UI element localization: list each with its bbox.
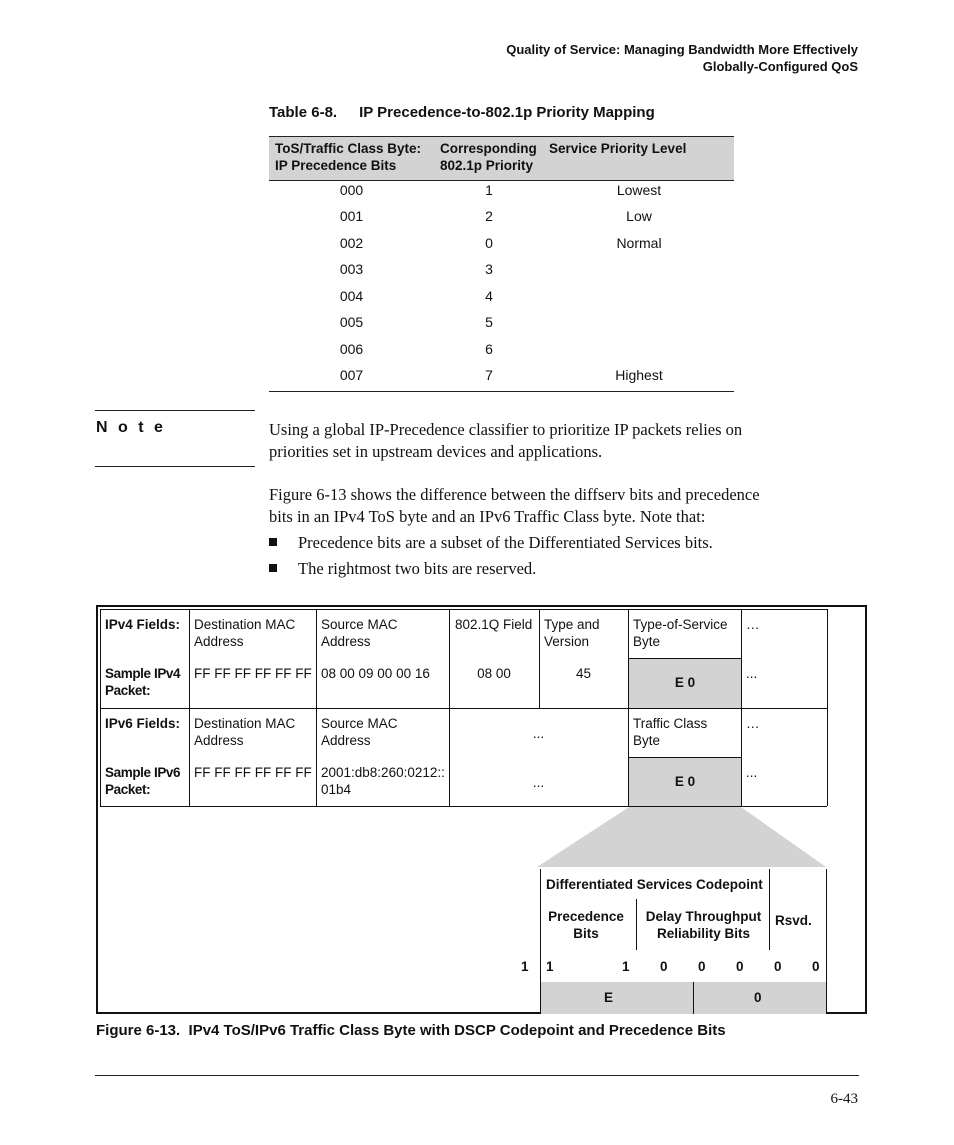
bullet-item: Precedence bits are a subset of the Differentiated Services bits.: [269, 533, 713, 553]
grid-line: [636, 899, 637, 950]
table-cell-level: Lowest: [616, 182, 662, 198]
grid-line: [189, 609, 190, 806]
table-cell-priority: 3: [485, 261, 493, 277]
bullet-square-icon: [269, 538, 277, 546]
ipv6-sample-dest: FF FF FF FF FF FF: [194, 765, 312, 780]
grid-line: [769, 869, 770, 950]
ipv4-sample-src: 08 00 09 00 00 16: [321, 666, 430, 681]
table-header-service-level: Service Priority Level: [549, 141, 687, 156]
body-paragraph: Figure 6-13 shows the difference between the diffserv bits and precedence bits in an IPv4 ToS byte and an IPv6 Traffic Class byte. Note that:: [269, 485, 760, 526]
table-header-row: [269, 137, 734, 181]
dscp-bit: 0: [774, 959, 782, 974]
page-number: 6-43: [830, 1091, 858, 1107]
dscp-bit: 0: [698, 959, 706, 974]
ipv6-sample-src: 2001:db8:260:0212:: 01b4: [321, 765, 445, 797]
table-caption: IP Precedence-to-802.1p Priority Mapping: [359, 104, 655, 121]
table-cell-bits: 004: [339, 288, 364, 304]
dscp-bit: 1: [521, 959, 529, 974]
table-cell-bits: 000: [339, 182, 364, 198]
note-top-rule: [95, 410, 255, 411]
dscp-reserved-label: Rsvd.: [775, 913, 812, 928]
dscp-bit: 0: [660, 959, 668, 974]
grid-line: [100, 609, 101, 806]
table-cell-priority: 2: [485, 208, 493, 224]
table-bottom-rule: [269, 391, 734, 392]
note-text: Using a global IP-Precedence classifier to prioritize IP packets relies on priorities set in upstream devices and applications.: [269, 420, 743, 461]
grid-line: [629, 757, 741, 758]
table-cell-bits: 002: [339, 235, 364, 251]
ipv6-traffic-class-header: Traffic Class Byte: [633, 716, 708, 748]
dscp-precedence-bits-label: Precedence Bits: [548, 909, 624, 941]
ipv4-sample-label: Sample IPv4 Packet:: [105, 666, 181, 698]
ipv4-ellipsis-bottom: ...: [746, 666, 758, 681]
running-header-title: Quality of Service: Managing Bandwidth More Effectively: [506, 42, 858, 57]
ipv4-sample-dest: FF FF FF FF FF FF: [194, 666, 312, 681]
grid-line: [741, 609, 742, 806]
grid-line: [539, 609, 540, 708]
table-cell-priority: 7: [485, 367, 493, 383]
ipv6-sample-tc: E 0: [674, 774, 696, 789]
table-cell-bits: 007: [339, 367, 364, 383]
dscp-title: Differentiated Services Codepoint: [546, 877, 763, 892]
ipv6-mid-ellipsis-top: ...: [532, 726, 545, 741]
dscp-bit: 1: [622, 959, 630, 974]
grid-line: [693, 982, 694, 1014]
table-cell-bits: 003: [339, 261, 364, 277]
table-title: [269, 104, 655, 121]
table-cell-priority: 6: [485, 341, 493, 357]
table-cell-bits: 006: [339, 341, 364, 357]
table-cell-level: Normal: [616, 235, 662, 251]
dscp-hex-high: E: [604, 990, 614, 1005]
grid-line: [826, 869, 827, 1014]
ipv6-ellipsis-top: …: [746, 716, 760, 731]
table-cell-level: Low: [626, 208, 652, 224]
ipv6-ellipsis-bottom: ...: [746, 765, 758, 780]
ipv4-sample-type: 45: [575, 666, 592, 681]
table-cell-priority: 0: [485, 235, 493, 251]
dscp-bit: 0: [736, 959, 744, 974]
grid-line: [827, 609, 828, 806]
dscp-hex-shaded-row: [540, 982, 827, 1014]
ipv6-dest-mac-header: Destination MAC Address: [194, 716, 296, 748]
table-header-tos: ToS/Traffic Class Byte: IP Precedence Bits: [275, 141, 422, 173]
table-number: Table 6-8.: [269, 104, 338, 121]
ipv4-tos-header: Type-of-Service Byte: [633, 617, 728, 649]
ipv6-mid-ellipsis-bottom: ...: [532, 775, 545, 790]
table-cell-priority: 1: [485, 182, 493, 198]
bullet-item: The rightmost two bits are reserved.: [269, 559, 536, 579]
table-header-8021p: Corresponding 802.1p Priority: [440, 141, 537, 173]
dscp-bit: 1: [546, 959, 554, 974]
ipv6-fields-label: IPv6 Fields:: [105, 716, 181, 731]
note-bottom-rule: [95, 466, 255, 467]
ipv4-8021q-header: 802.1Q Field: [455, 617, 533, 632]
ipv4-ellipsis-top: …: [746, 617, 760, 632]
footer-rule: [95, 1075, 859, 1076]
byte-expansion-wedge: [536, 806, 828, 868]
ipv6-src-mac-header: Source MAC Address: [321, 716, 398, 748]
grid-line: [629, 658, 741, 659]
table-cell-bits: 001: [339, 208, 364, 224]
grid-line: [100, 708, 827, 709]
figure-caption: Figure 6-13. IPv4 ToS/IPv6 Traffic Class Byte with DSCP Codepoint and Precedence Bits: [96, 1022, 726, 1039]
running-header-section: Globally-Configured QoS: [702, 59, 858, 74]
table-cell-priority: 4: [485, 288, 493, 304]
grid-line: [316, 609, 317, 806]
table-cell-priority: 5: [485, 314, 493, 330]
dscp-dtr-bits-label: Delay Throughput Reliability Bits: [645, 909, 762, 941]
note-label: N o t e: [96, 419, 166, 436]
ipv4-type-version-header: Type and Version: [544, 617, 600, 649]
ipv6-sample-label: Sample IPv6 Packet:: [105, 765, 181, 797]
table-cell-level: Highest: [615, 367, 663, 383]
grid-line: [100, 609, 827, 610]
table-cell-bits: 005: [339, 314, 364, 330]
ipv4-sample-8021q: 08 00: [477, 666, 511, 681]
dscp-hex-low: 0: [754, 990, 762, 1005]
dscp-bit: 0: [812, 959, 820, 974]
ipv4-dest-mac-header: Destination MAC Address: [194, 617, 296, 649]
ipv4-sample-tos: E 0: [674, 675, 696, 690]
ipv4-fields-label: IPv4 Fields:: [105, 617, 181, 632]
ipv4-src-mac-header: Source MAC Address: [321, 617, 398, 649]
bullet-square-icon: [269, 564, 277, 572]
